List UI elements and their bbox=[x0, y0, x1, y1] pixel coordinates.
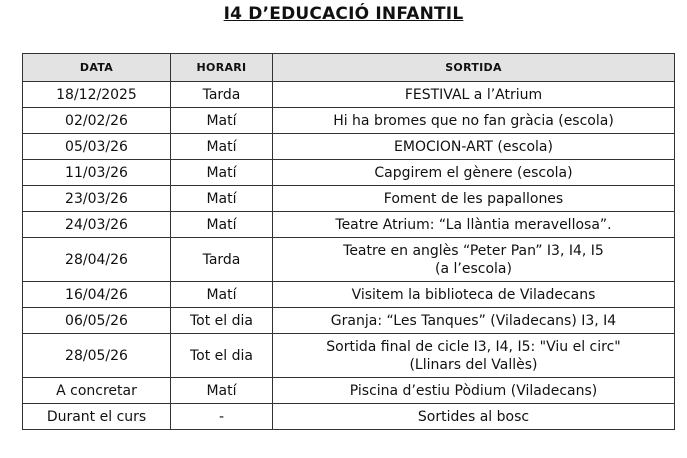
table-row bbox=[23, 334, 675, 378]
cell-time: Matí bbox=[171, 282, 273, 308]
cell-time: Tarda bbox=[171, 82, 273, 108]
trip-line: Teatre Atrium: “La llàntia meravellosa”. bbox=[335, 216, 612, 233]
table-row bbox=[23, 378, 675, 404]
cell-trip bbox=[273, 186, 675, 212]
trip-line: FESTIVAL a l’Atrium bbox=[404, 86, 543, 103]
header-horari: HORARI bbox=[171, 54, 273, 82]
cell-trip bbox=[273, 238, 675, 282]
header-data: DATA bbox=[23, 54, 171, 82]
table-row bbox=[23, 238, 675, 282]
cell-trip bbox=[273, 404, 675, 430]
cell-date: 23/03/26 bbox=[23, 186, 171, 212]
table-row bbox=[23, 134, 675, 160]
trip-line: Sortides al bosc bbox=[417, 408, 530, 425]
cell-date: A concretar bbox=[23, 378, 171, 404]
trip-line: (a l’escola) bbox=[435, 260, 512, 277]
table-row bbox=[23, 186, 675, 212]
table-row bbox=[23, 308, 675, 334]
cell-date: 28/04/26 bbox=[23, 238, 171, 282]
table-row bbox=[23, 282, 675, 308]
cell-date: 06/05/26 bbox=[23, 308, 171, 334]
cell-date: Durant el curs bbox=[23, 404, 171, 430]
table-row bbox=[23, 160, 675, 186]
header-sortida: SORTIDA bbox=[273, 54, 675, 82]
cell-trip bbox=[273, 378, 675, 404]
cell-time: Tarda bbox=[171, 238, 273, 282]
trip-line: EMOCION-ART (escola) bbox=[394, 138, 553, 155]
cell-trip bbox=[273, 134, 675, 160]
trip-line: Teatre en anglès “Peter Pan” I3, I4, I5 bbox=[343, 242, 604, 259]
cell-time: Matí bbox=[171, 212, 273, 238]
cell-time: Tot el dia bbox=[171, 334, 273, 378]
cell-trip bbox=[273, 82, 675, 108]
cell-date: 02/02/26 bbox=[23, 108, 171, 134]
page-title: I4 D’EDUCACIÓ INFANTIL bbox=[223, 4, 464, 24]
cell-trip bbox=[273, 160, 675, 186]
cell-trip bbox=[273, 308, 675, 334]
cell-trip bbox=[273, 282, 675, 308]
trip-line: Hi ha bromes que no fan gràcia (escola) bbox=[333, 112, 614, 129]
cell-trip bbox=[273, 108, 675, 134]
trip-line: Foment de les papallones bbox=[383, 190, 564, 207]
cell-time: Matí bbox=[171, 108, 273, 134]
table-row bbox=[23, 404, 675, 430]
cell-date: 24/03/26 bbox=[23, 212, 171, 238]
table-row bbox=[23, 212, 675, 238]
excursions-table bbox=[22, 53, 675, 430]
cell-time: - bbox=[171, 404, 273, 430]
trip-line: Visitem la biblioteca de Viladecans bbox=[351, 286, 596, 303]
table-header-row bbox=[23, 54, 675, 82]
trip-line: Piscina d’estiu Pòdium (Viladecans) bbox=[349, 382, 598, 399]
cell-time: Matí bbox=[171, 134, 273, 160]
cell-date: 05/03/26 bbox=[23, 134, 171, 160]
cell-time: Matí bbox=[171, 186, 273, 212]
table-body bbox=[23, 82, 675, 430]
cell-date: 28/05/26 bbox=[23, 334, 171, 378]
trip-line: Capgirem el gènere (escola) bbox=[374, 164, 573, 181]
trip-line: Granja: “Les Tanques” (Viladecans) I3, I4 bbox=[330, 312, 617, 329]
table-row bbox=[23, 82, 675, 108]
cell-time: Tot el dia bbox=[171, 308, 273, 334]
trip-line: Sortida final de cicle I3, I4, I5: "Viu el circ" bbox=[326, 338, 621, 355]
cell-date: 16/04/26 bbox=[23, 282, 171, 308]
cell-date: 18/12/2025 bbox=[23, 82, 171, 108]
cell-date: 11/03/26 bbox=[23, 160, 171, 186]
cell-trip bbox=[273, 334, 675, 378]
cell-trip bbox=[273, 212, 675, 238]
table-row bbox=[23, 108, 675, 134]
cell-time: Matí bbox=[171, 378, 273, 404]
trip-line: (Llinars del Vallès) bbox=[409, 356, 538, 373]
cell-time: Matí bbox=[171, 160, 273, 186]
